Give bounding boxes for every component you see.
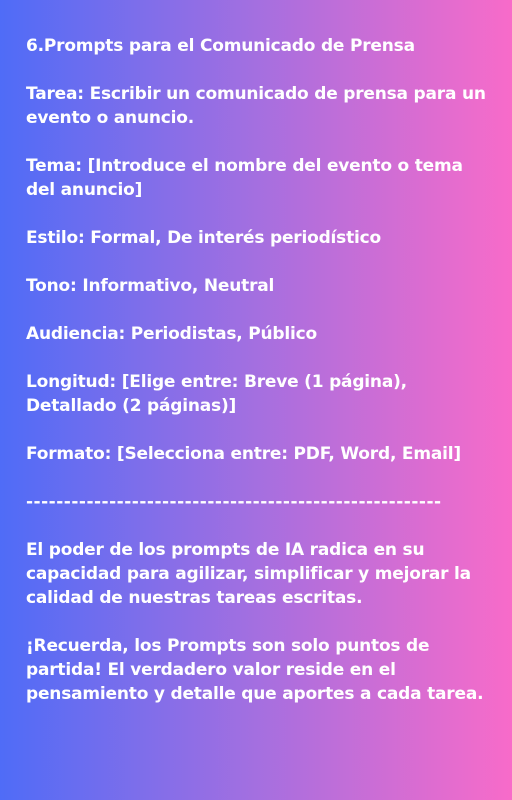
field-formato: Formato: [Selecciona entre: PDF, Word, Email] [26,444,461,464]
field-tema: Tema: [Introduce el nombre del evento o tema del anuncio] [26,156,463,200]
field-estilo: Estilo: Formal, De interés periodístico [26,228,381,248]
field-tarea: Tarea: Escribir un comunicado de prensa para un evento o anuncio. [26,84,486,128]
closing-paragraph-2: ¡Recuerda, los Prompts son solo puntos de partida! El verdadero valor reside en el pensamiento y detalle que aportes a cada tarea. [26,636,484,704]
divider-line: ------------------------------------------------------- [26,492,442,512]
closing-paragraph-1: El poder de los prompts de IA radica en su capacidad para agilizar, simplificar y mejorar la calidad de nuestras tareas escritas. [26,540,471,608]
field-longitud: Longitud: [Elige entre: Breve (1 página), Detallado (2 páginas)] [26,372,407,416]
document-body [26,34,486,730]
page-title: 6.Prompts para el Comunicado de Prensa [26,36,415,56]
field-audiencia: Audiencia: Periodistas, Público [26,324,318,344]
field-tono: Tono: Informativo, Neutral [26,276,275,296]
